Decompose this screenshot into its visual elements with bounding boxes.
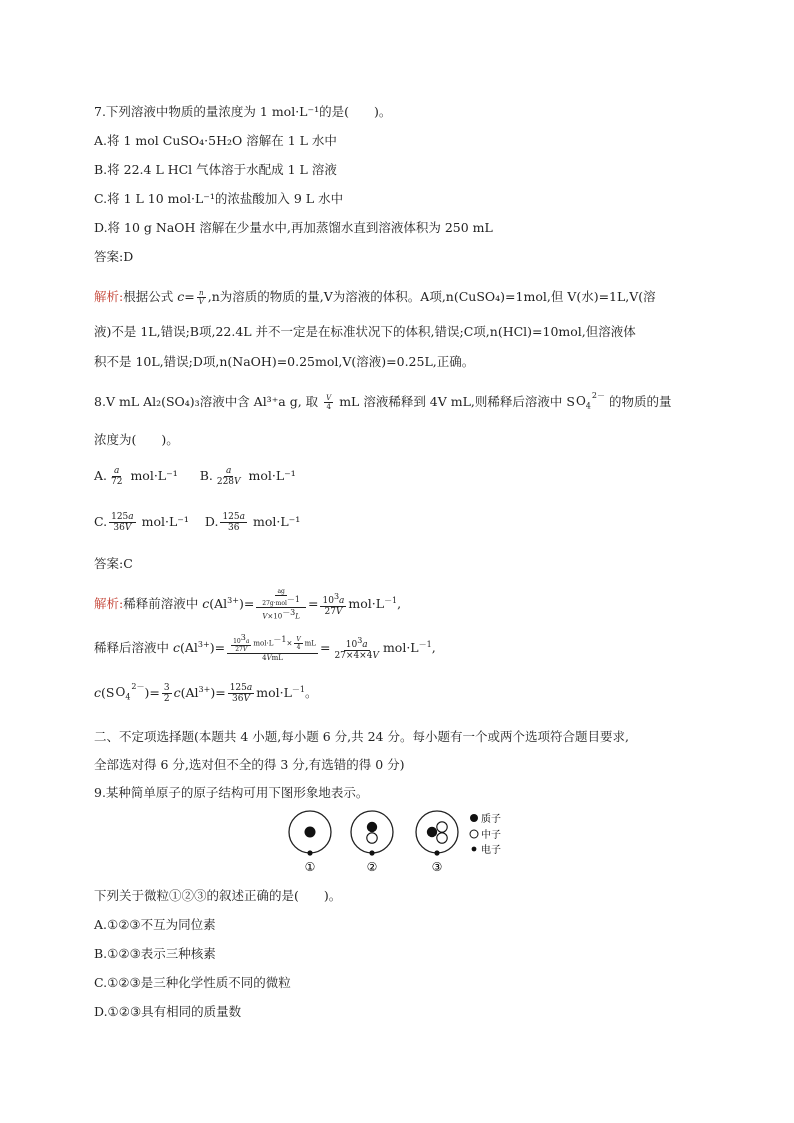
q9-option-d: D.①②③具有相同的质量数 (94, 1004, 242, 1019)
atom-1-proton (305, 827, 316, 838)
q8-stem-line-2: 浓度为( )。 (94, 432, 179, 447)
atom-3-proton (427, 827, 437, 837)
period: 。 (305, 685, 318, 700)
formula-fraction: $\frac{n}{V}$ (198, 289, 204, 306)
q7-option-d: D.将 10 g NaOH 溶解在少量水中,再加蒸馏水直到溶液体积为 250 mL (94, 220, 493, 235)
q7-option-b: B.将 22.4 L HCl 气体溶于水配成 1 L 溶液 (94, 162, 337, 177)
legend-proton-icon (470, 814, 478, 822)
q8-stem-text: mL 溶液稀释到 4V mL,则稀释后溶液中 (339, 394, 563, 409)
q8-options-cd: C. $\frac{125a}{36V}$ mol·L⁻¹ D. $\frac{125a}{36}$ mol·L⁻¹ (94, 512, 301, 533)
analysis-text: 稀释后溶液中 (94, 640, 170, 655)
q7-answer: 答案:D (94, 249, 134, 264)
unit: mol·L⁻¹ (252, 514, 301, 529)
q8-option-a: A. (94, 468, 108, 483)
q8-analysis-2: 稀释后溶液中 $c(Al^{3+})=$ $\frac{10^3a}{27V}$ $mol\cdot L^{-1}\times$ $\frac{V}{4}$ mL 4VmL = $\frac{10^3a}{27\times 4\times 4V}$ $mol\cdot L^{-1}$, (94, 633, 436, 662)
legend-neutron: 中子 (481, 830, 501, 841)
figure-label-2: ② (366, 860, 378, 874)
atom-structure-figure (285, 808, 525, 878)
atom-3-neutron (437, 833, 447, 843)
q8-stem-text: V mL Al₂(SO₄)₃溶液中含 Al³⁺a g, 取 (105, 394, 319, 409)
q9-option-b: B.①②③表示三种核素 (94, 946, 216, 961)
q9-option-a: A.①②③不互为同位素 (94, 917, 216, 932)
figure-label-3: ③ (431, 860, 443, 874)
q8-options-ab: A. $\frac{a}{72}$ mol·L⁻¹ B. $\frac{a}{228V}$ mol·L⁻¹ (94, 466, 296, 487)
q7-stem: 7.下列溶液中物质的量浓度为 1 mol·L⁻¹的是( )。 (94, 104, 392, 119)
q9-stem: 9.某种简单原子的原子结构可用下图形象地表示。 (94, 785, 369, 800)
q7-analysis-line-1: 解析:根据公式 c= $\frac{n}{V}$ ,n为溶质的物质的量,V为溶液的体积。A项,n(CuSO₄)=1mol,但 V(水)=1L,V(溶 (94, 289, 656, 306)
q7-analysis-line-3: 积不是 10L,错误;D项,n(NaOH)=0.25mol,V(溶液)=0.25L,正确。 (94, 354, 475, 369)
q8-analysis-1: 解析:稀释前溶液中 $c(Al^{3+})=$ $\frac{\frac{ag}{27g\cdot mol^{-1}}}{V\times 10^{-3}L}$ = $\frac{10^3a}{27V}$ $mol\cdot L^{-1}$, (94, 588, 402, 621)
analysis-label: 解析: (94, 289, 124, 304)
q8-stem (94, 392, 671, 411)
q8-analysis-3: c(S $O_4$ 2－ )= $\frac{3}{2}$ $c(Al^{3+})=$ $\frac{125a}{36V}$ $mol\cdot L^{-1}$。 (94, 682, 318, 704)
q9-question: 下列关于微粒①②③的叙述正确的是( )。 (94, 888, 342, 903)
q8-stem-text: 的物质的量 (608, 394, 672, 409)
legend-proton: 质子 (481, 814, 501, 825)
analysis-text: 根据公式 (123, 289, 174, 304)
q8-option-d: D. (204, 514, 219, 529)
analysis-text: ,n为溶质的物质的量,V为溶液的体积。A项,n(CuSO₄)=1mol,但 V(水)=1L,V(溶 (207, 289, 656, 304)
atom-2-electron (369, 850, 374, 855)
analysis-label: 解析: (94, 596, 124, 612)
legend-electron-icon (472, 847, 477, 852)
q8-option-c: C. (94, 514, 108, 529)
q7-option-c: C.将 1 L 10 mol·L⁻¹的浓盐酸加入 9 L 水中 (94, 191, 344, 206)
atom-3-electron (434, 850, 439, 855)
q7-analysis-line-2: 液)不是 1L,错误;B项,22.4L 并不一定是在标准状况下的体积,错误;C项,n(HCl)=10mol,但溶液体 (94, 324, 636, 339)
legend-neutron-icon (470, 830, 478, 838)
unit: mol·L⁻¹ (130, 468, 178, 483)
atom-3-neutron (437, 822, 447, 832)
fraction-v-over-4: $\frac{V}{4}$ (326, 394, 332, 411)
q8-option-b: B. (199, 468, 213, 483)
q8-answer: 答案:C (94, 556, 133, 571)
q8-number: 8. (94, 394, 106, 409)
legend-electron: 电子 (481, 845, 501, 856)
q9-option-c: C.①②③是三种化学性质不同的微粒 (94, 975, 291, 990)
unit: mol·L⁻¹ (248, 468, 296, 483)
atom-2-neutron (367, 833, 377, 843)
section-2-header-line-1: 二、不定项选择题(本题共 4 小题,每小题 6 分,共 24 分。每小题有一个或两个选项符合题目要求, (94, 729, 629, 744)
analysis-text: 稀释前溶液中 (123, 596, 199, 612)
figure-label-1: ① (304, 860, 316, 874)
unit: mol·L⁻¹ (141, 514, 189, 529)
atom-1-electron (307, 850, 312, 855)
sulfate-ion: S $O_4$ 2－ (566, 391, 605, 411)
section-2-header-line-2: 全部选对得 6 分,选对但不全的得 3 分,有选错的得 0 分) (94, 757, 405, 772)
q7-option-a: A.将 1 mol CuSO₄·5H₂O 溶解在 1 L 水中 (94, 133, 337, 148)
atom-2-proton (367, 822, 377, 832)
